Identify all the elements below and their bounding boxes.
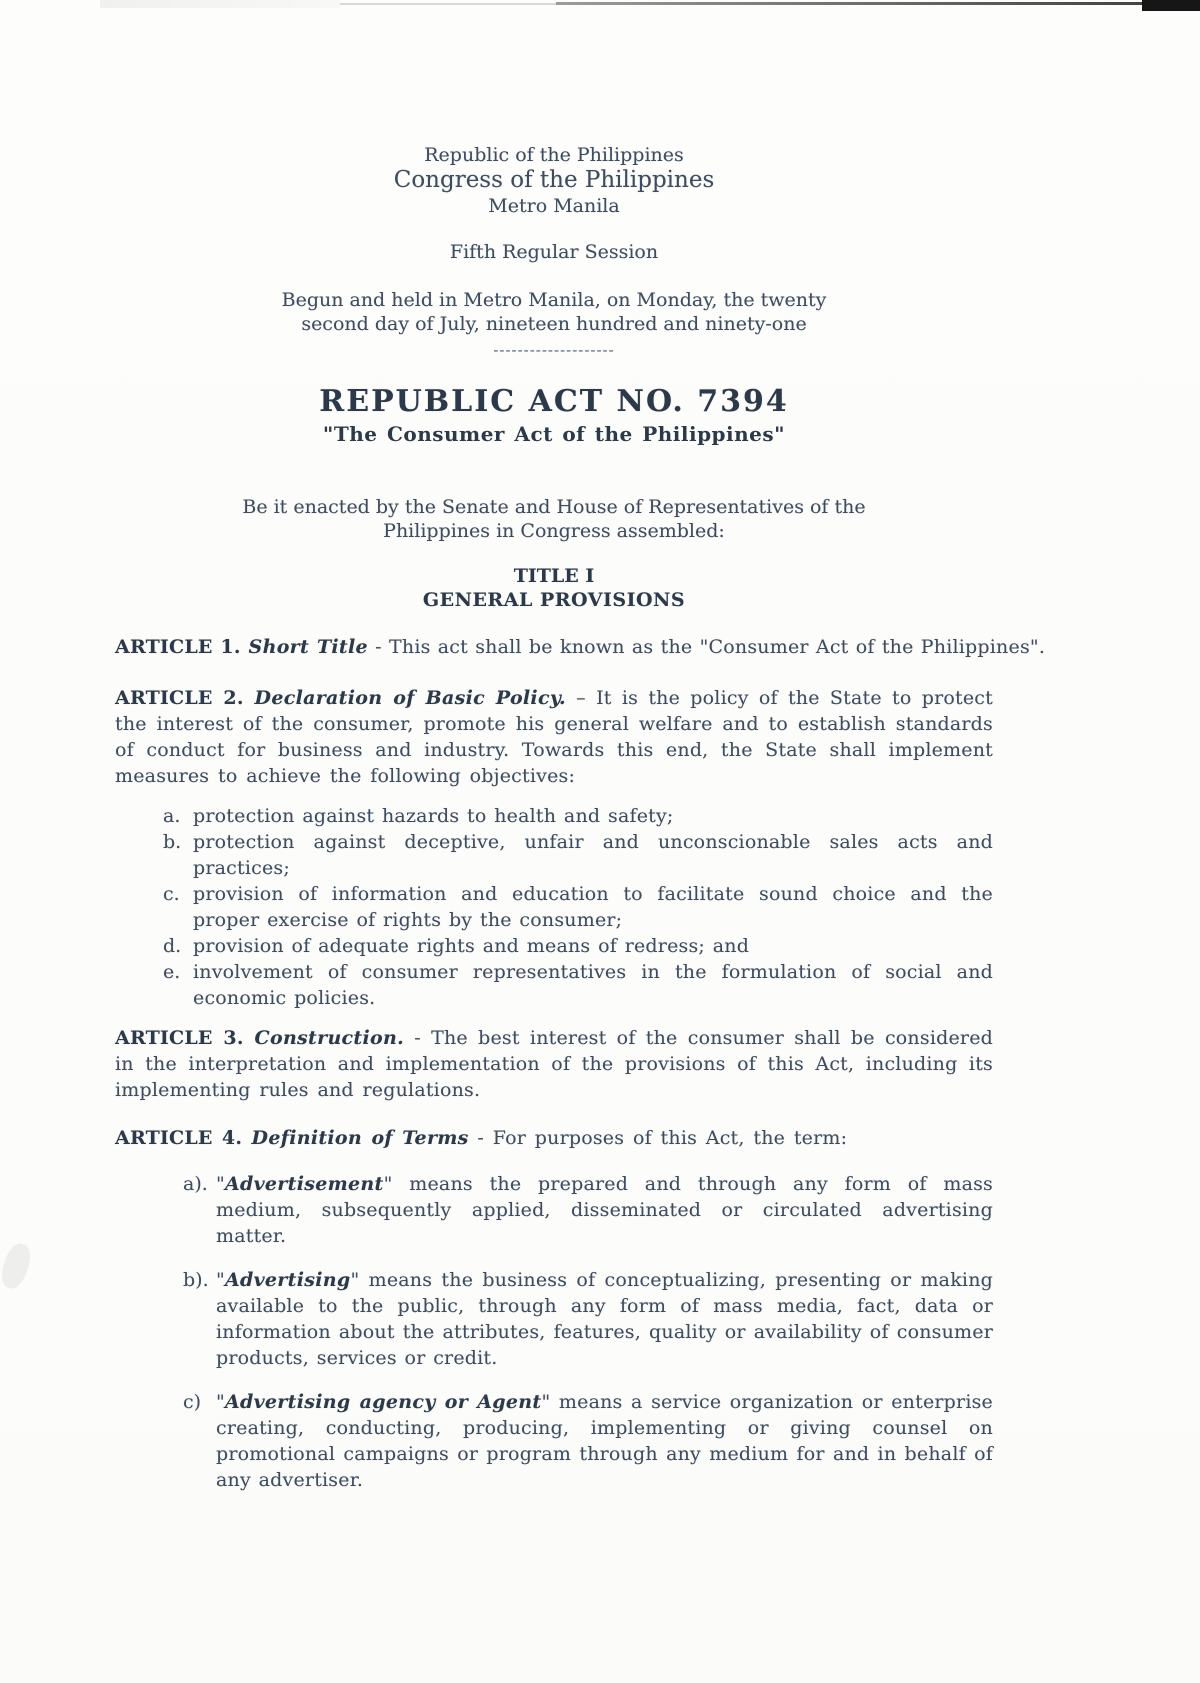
article-1-label: ARTICLE 1. <box>115 636 241 658</box>
definition-text: " means the business of conceptualizing, presenting or making available to the public, through any form of mass media, fact, data or information about the attributes, features, quality or availability of consumer products, services or credit. <box>216 1269 993 1369</box>
header-republic: Republic of the Philippines <box>424 144 684 166</box>
definition-letter: b). <box>183 1269 209 1291</box>
article-3 <box>115 1025 993 1103</box>
article-4-body: - For purposes of this Act, the term: <box>468 1127 848 1149</box>
objective-text: protection against hazards to health and safety; <box>193 805 674 827</box>
objective-text: provision of adequate rights and means of redress; and <box>193 935 750 957</box>
definition-body <box>216 1171 993 1249</box>
definition-letter: c) <box>183 1391 202 1413</box>
header-session: Fifth Regular Session <box>449 241 659 263</box>
title-subheading: GENERAL PROVISIONS <box>422 589 686 611</box>
article-3-label: ARTICLE 3. <box>115 1027 244 1049</box>
definition-term: Advertisement <box>224 1173 384 1195</box>
definition-item-advertising-agency <box>183 1389 993 1493</box>
definition-open-quote: " <box>216 1269 225 1291</box>
scan-artifact-top-line <box>556 2 1142 5</box>
act-number: REPUBLIC ACT NO. 7394 <box>319 384 789 419</box>
enacting-clause-line2: Philippines in Congress assembled: <box>383 520 725 542</box>
definition-text: " means the prepared and through any form of mass medium, subsequently applied, disseminated or circulated advertising matter. <box>216 1173 993 1247</box>
scan-artifact-top-mid-line <box>340 3 556 5</box>
objective-text: protection against deceptive, unfair and unconscionable sales acts and practices; <box>193 831 993 879</box>
article-1-term: Short Title <box>240 636 368 658</box>
objective-item-d <box>163 933 993 959</box>
objective-item-c <box>163 881 993 933</box>
objective-text: provision of information and education to facilitate sound choice and the proper exercise of rights by the consumer; <box>193 883 993 931</box>
header-metro-manila: Metro Manila <box>488 195 620 217</box>
definitions-list <box>183 1171 993 1493</box>
definition-item-advertising <box>183 1267 993 1371</box>
definition-text: " means a service organization or enterprise creating, conducting, producing, implementing or giving counsel on promotional campaigns or program through any medium for and in behalf of any advertiser. <box>216 1391 993 1491</box>
article-2 <box>115 685 993 789</box>
article-1-body: - This act shall be known as the "Consumer Act of the Philippines". <box>367 636 1046 658</box>
article-3-term: Construction. <box>243 1027 405 1049</box>
definition-open-quote: " <box>216 1173 225 1195</box>
objective-letter: d. <box>163 935 182 957</box>
objective-letter: a. <box>163 805 181 827</box>
article-4-label: ARTICLE 4. <box>115 1127 243 1149</box>
definition-body <box>216 1389 993 1493</box>
enacting-clause-line1: Be it enacted by the Senate and House of Representatives of the <box>242 496 866 518</box>
definition-term: Advertising agency or Agent <box>224 1391 542 1413</box>
document-header <box>115 143 993 612</box>
article-4-term: Definition of Terms <box>242 1127 469 1149</box>
scan-artifact-top-right-blob <box>1142 0 1200 11</box>
article-3-body: - The best interest of the consumer shall be considered in the interpretation and implementation of the provisions of this Act, including its implementing rules and regulations. <box>115 1027 993 1101</box>
article-2-term: Declaration of Basic Policy. <box>243 687 566 709</box>
title-heading: TITLE I <box>513 565 595 587</box>
article-2-body: – It is the policy of the State to protect the interest of the consumer, promote his general welfare and to establish standards of conduct for business and industry. Towards this end, the State shall implement measures to achieve the following objectives: <box>115 687 993 787</box>
objective-item-b <box>163 829 993 881</box>
definition-body <box>216 1267 993 1371</box>
header-congress: Congress of the Philippines <box>393 167 715 193</box>
objective-letter: e. <box>163 961 181 983</box>
objective-item-a <box>163 803 993 829</box>
act-title: "The Consumer Act of the Philippines" <box>322 422 786 446</box>
scan-artifact-top-left <box>100 0 340 8</box>
header-held-line2: second day of July, nineteen hundred and ninety-one <box>301 313 807 335</box>
definition-letter: a). <box>183 1173 208 1195</box>
definition-term: Advertising <box>224 1269 351 1291</box>
separator-dashes: -------------------- <box>493 341 615 359</box>
article-1 <box>115 634 1046 660</box>
objective-letter: b. <box>163 831 182 853</box>
objective-item-e <box>163 959 993 1011</box>
definition-item-advertisement <box>183 1171 993 1249</box>
article-2-label: ARTICLE 2. <box>115 687 244 709</box>
definition-open-quote: " <box>216 1391 225 1413</box>
objective-text: involvement of consumer representatives in the formulation of social and economic policies. <box>193 961 993 1009</box>
header-held-line1: Begun and held in Metro Manila, on Monday, the twenty <box>281 289 827 311</box>
objectives-list <box>163 803 993 1011</box>
article-4 <box>115 1125 993 1151</box>
objective-letter: c. <box>163 883 180 905</box>
